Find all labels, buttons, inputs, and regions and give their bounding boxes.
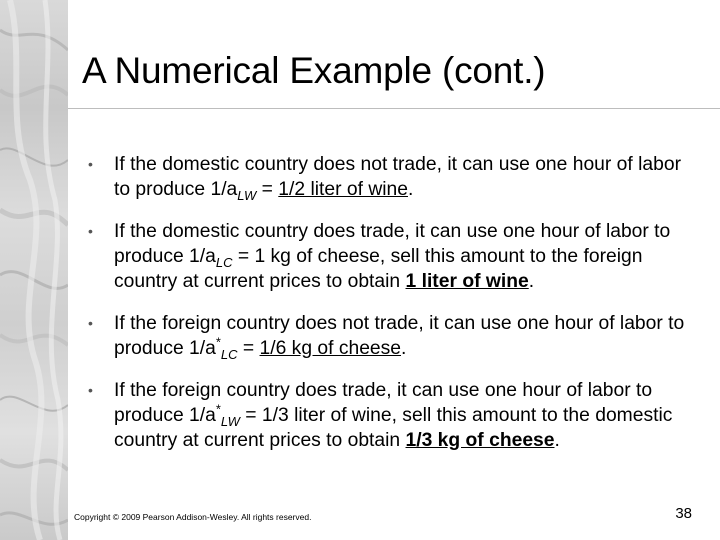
- bullet-text: = 1 kg of cheese, sell this amount to the foreign country at current prices to obtain: [114, 246, 643, 292]
- superscript: *: [215, 334, 221, 350]
- bullet-text: .: [407, 179, 414, 200]
- bullet-item: [88, 152, 698, 202]
- bullet-item: [88, 311, 698, 361]
- emphasized-text: 1 liter of wine: [405, 271, 529, 292]
- bullet-text: .: [401, 338, 407, 359]
- bullet-list: [88, 152, 698, 470]
- bullet-icon: •: [88, 315, 93, 331]
- bullet-text: =: [256, 179, 279, 200]
- underlined-text: 1/2 liter of wine: [278, 179, 408, 200]
- bullet-text: =: [237, 338, 260, 359]
- emphasized-text: 1/3 kg of cheese: [405, 430, 555, 451]
- underlined-text: 1/6 kg of cheese: [259, 338, 402, 359]
- bullet-icon: •: [88, 382, 93, 398]
- subscript: LW: [237, 187, 257, 203]
- subscript: LW: [220, 413, 240, 429]
- bullet-item: [88, 378, 698, 453]
- bullet-text: If the domestic country does not trade, it can use one hour of labor to produce 1/a: [114, 154, 681, 200]
- bullet-text: If the domestic country does trade, it can use one hour of labor to produce 1/a: [114, 221, 671, 267]
- subscript: LC: [215, 254, 233, 270]
- bullet-icon: •: [88, 156, 93, 172]
- bullet-icon: •: [88, 223, 93, 239]
- copyright-footer: Copyright © 2009 Pearson Addison-Wesley. All rights reserved.: [74, 512, 312, 522]
- bullet-text: .: [554, 430, 560, 451]
- title-divider: [68, 108, 720, 109]
- superscript: *: [215, 401, 221, 417]
- marble-sidebar-decoration: [0, 0, 68, 540]
- page-number: 38: [675, 505, 692, 522]
- marble-texture-graphic: [0, 0, 68, 540]
- bullet-text: If the foreign country does not trade, it can use one hour of labor to produce 1/a: [114, 313, 685, 359]
- slide-title: A Numerical Example (cont.): [82, 50, 546, 91]
- bullet-item: [88, 219, 698, 294]
- bullet-text: If the foreign country does trade, it can use one hour of labor to produce 1/a: [114, 380, 653, 426]
- bullet-text: .: [528, 271, 535, 292]
- subscript: LC: [220, 346, 238, 362]
- bullet-text: = 1/3 liter of wine, sell this amount to the domestic country at current prices to obtain: [114, 405, 673, 451]
